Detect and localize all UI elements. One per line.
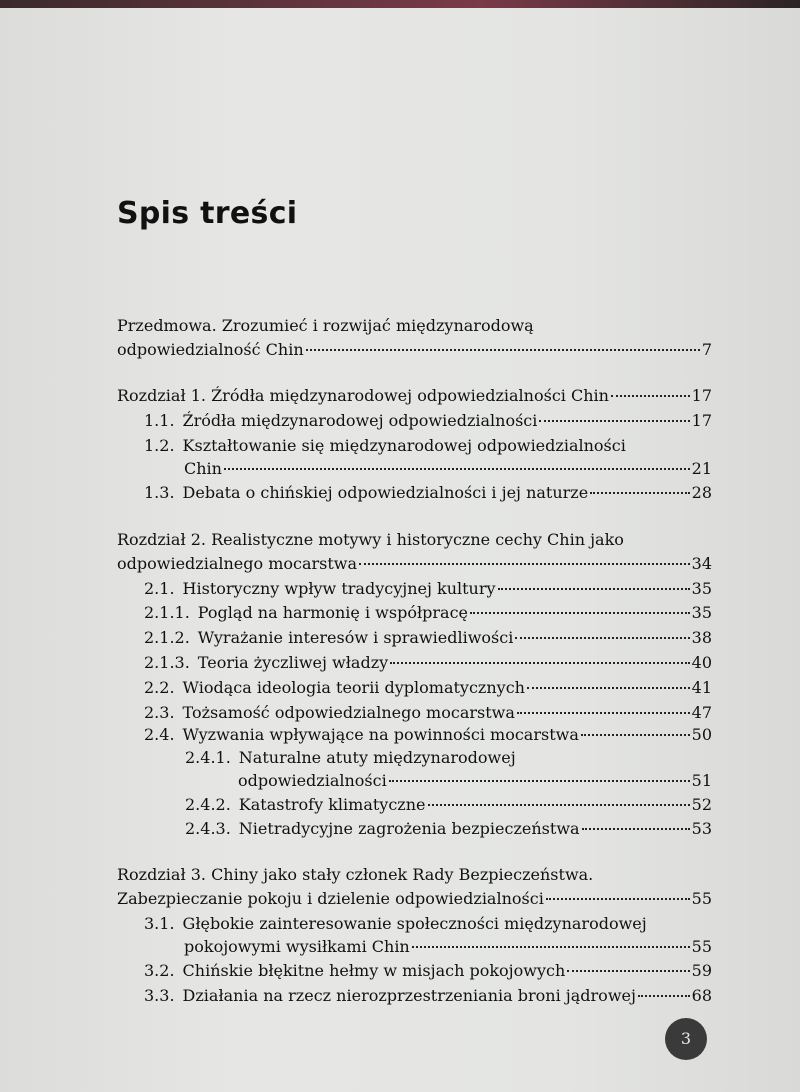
leader-dots bbox=[470, 612, 690, 614]
toc-entry-chapter-2-cont bbox=[117, 552, 712, 576]
toc-page-number: 34 bbox=[691, 554, 712, 573]
toc-page-number: 35 bbox=[691, 603, 712, 622]
leader-dots bbox=[539, 420, 689, 422]
toc-entry-label: pokojowymi wysiłkami Chin bbox=[184, 937, 410, 956]
toc-entry-2-2 bbox=[144, 676, 712, 700]
toc-entry-label: Rozdział 2. Realistyczne motywy i historyczne cechy Chin jako bbox=[117, 530, 624, 549]
toc-page-number: 52 bbox=[691, 795, 712, 814]
toc-page-number: 7 bbox=[701, 340, 712, 359]
toc-entry-2-4-2 bbox=[185, 793, 712, 817]
toc-entry-label: Rozdział 1. Źródła międzynarodowej odpowiedzialności Chin bbox=[117, 386, 609, 405]
leader-dots bbox=[582, 828, 690, 830]
toc-entry-1-1 bbox=[144, 409, 712, 433]
toc-page-number: 17 bbox=[691, 411, 712, 430]
toc-page-number: 53 bbox=[691, 819, 712, 838]
toc-entry-label: Pogląd na harmonię i współpracę bbox=[197, 603, 469, 622]
toc-entry-label: Przedmowa. Zrozumieć i rozwijać międzynarodową bbox=[117, 316, 534, 335]
page-number-badge: 3 bbox=[665, 1018, 707, 1060]
toc-entry-3-1 bbox=[144, 912, 647, 936]
toc-entry-1-2 bbox=[144, 434, 626, 458]
toc-page-number: 51 bbox=[691, 771, 712, 790]
toc-page-number: 55 bbox=[691, 937, 712, 956]
toc-entry-2-4 bbox=[144, 723, 712, 747]
leader-dots bbox=[498, 588, 690, 590]
toc-entry-label: Historyczny wpływ tradycyjnej kultury bbox=[182, 579, 496, 598]
toc-entry-label: Chińskie błękitne hełmy w misjach pokojowych bbox=[182, 961, 566, 980]
toc-page-number: 17 bbox=[691, 386, 712, 405]
toc-section-number: 3.1. bbox=[144, 914, 175, 933]
toc-page-number: 40 bbox=[691, 653, 712, 672]
toc-page-number: 21 bbox=[691, 459, 712, 478]
toc-section-number: 2.4.2. bbox=[185, 795, 231, 814]
leader-dots bbox=[359, 563, 690, 565]
toc-entry-2-4-3 bbox=[185, 817, 712, 841]
leader-dots bbox=[515, 637, 689, 639]
leader-dots bbox=[581, 734, 690, 736]
leader-dots bbox=[517, 712, 690, 714]
toc-entry-preface-cont bbox=[117, 338, 712, 362]
toc-section-number: 2.1.1. bbox=[144, 603, 190, 622]
toc-entry-2-4-1-cont bbox=[238, 769, 712, 793]
toc-page-number: 55 bbox=[691, 889, 712, 908]
toc-entry-label: odpowiedzialność Chin bbox=[117, 340, 304, 359]
toc-entry-label: Chin bbox=[184, 459, 222, 478]
toc-page-number: 47 bbox=[691, 703, 712, 722]
toc-section-number: 2.1.3. bbox=[144, 653, 190, 672]
toc-entry-label: odpowiedzialnego mocarstwa bbox=[117, 554, 358, 573]
toc-entry-label: Kształtowanie się międzynarodowej odpowiedzialności bbox=[182, 436, 626, 455]
toc-entry-2-1-3 bbox=[144, 651, 712, 675]
toc-entry-3-1-cont bbox=[184, 935, 712, 959]
toc-entry-label: odpowiedzialności bbox=[238, 771, 387, 790]
toc-entry-2-1-2 bbox=[144, 626, 712, 650]
leader-dots bbox=[638, 995, 690, 997]
toc-entry-label: Wiodąca ideologia teorii dyplomatycznych bbox=[182, 678, 525, 697]
toc-entry-label: Katastrofy klimatyczne bbox=[238, 795, 426, 814]
toc-entry-label: Głębokie zainteresowanie społeczności międzynarodowej bbox=[182, 914, 647, 933]
leader-dots bbox=[390, 662, 689, 664]
toc-section-number: 1.2. bbox=[144, 436, 175, 455]
leader-dots bbox=[428, 804, 690, 806]
toc-section-number: 3.2. bbox=[144, 961, 175, 980]
leader-dots bbox=[611, 395, 690, 397]
toc-section-number: 2.2. bbox=[144, 678, 175, 697]
toc-page-number: 68 bbox=[691, 986, 712, 1005]
toc-page-number: 35 bbox=[691, 579, 712, 598]
toc-section-number: 2.4.1. bbox=[185, 748, 231, 767]
toc-page-number: 38 bbox=[691, 628, 712, 647]
page-title: Spis treści bbox=[117, 196, 298, 231]
page-top-edge bbox=[0, 0, 800, 8]
leader-dots bbox=[546, 898, 690, 900]
toc-entry-label: Wyzwania wpływające na powinności mocarstwa bbox=[182, 725, 579, 744]
toc-entry-label: Wyrażanie interesów i sprawiedliwości bbox=[197, 628, 514, 647]
leader-dots bbox=[224, 468, 690, 470]
leader-dots bbox=[527, 687, 690, 689]
toc-entry-label: Tożsamość odpowiedzialnego mocarstwa bbox=[182, 703, 515, 722]
toc-section-number: 2.1. bbox=[144, 579, 175, 598]
toc-entry-label: Teoria życzliwej władzy bbox=[197, 653, 389, 672]
toc-entry-preface bbox=[117, 314, 534, 338]
toc-entry-2-4-1 bbox=[185, 746, 516, 770]
toc-entry-label: Działania na rzecz nierozprzestrzeniania broni jądrowej bbox=[182, 986, 636, 1005]
leader-dots bbox=[306, 349, 700, 351]
toc-page-number: 41 bbox=[691, 678, 712, 697]
toc-section-number: 2.1.2. bbox=[144, 628, 190, 647]
toc-page-number: 59 bbox=[691, 961, 712, 980]
toc-section-number: 2.3. bbox=[144, 703, 175, 722]
toc-entry-3-2 bbox=[144, 959, 712, 983]
toc-entry-3-3 bbox=[144, 984, 712, 1008]
toc-entry-chapter-3 bbox=[117, 863, 593, 887]
toc-entry-label: Źródła międzynarodowej odpowiedzialności bbox=[182, 411, 538, 430]
toc-entry-label: Debata o chińskiej odpowiedzialności i jej naturze bbox=[182, 483, 589, 502]
toc-entry-1-2-cont bbox=[184, 457, 712, 481]
toc-page-number: 50 bbox=[691, 725, 712, 744]
toc-entry-label: Rozdział 3. Chiny jako stały członek Rady Bezpieczeństwa. bbox=[117, 865, 594, 884]
toc-section-number: 1.3. bbox=[144, 483, 175, 502]
toc-page-number: 28 bbox=[691, 483, 712, 502]
leader-dots bbox=[389, 780, 690, 782]
toc-entry-chapter-2 bbox=[117, 528, 624, 552]
toc-entry-2-3 bbox=[144, 701, 712, 725]
leader-dots bbox=[412, 946, 690, 948]
toc-entry-1-3 bbox=[144, 481, 712, 505]
toc-section-number: 2.4.3. bbox=[185, 819, 231, 838]
toc-entry-2-1 bbox=[144, 577, 712, 601]
toc-entry-chapter-3-cont bbox=[117, 887, 712, 911]
toc-entry-label: Zabezpieczanie pokoju i dzielenie odpowiedzialności bbox=[117, 889, 544, 908]
toc-section-number: 2.4. bbox=[144, 725, 175, 744]
toc-section-number: 1.1. bbox=[144, 411, 175, 430]
toc-entry-2-1-1 bbox=[144, 601, 712, 625]
toc-entry-label: Nietradycyjne zagrożenia bezpieczeństwa bbox=[238, 819, 580, 838]
toc-entry-label: Naturalne atuty międzynarodowej bbox=[238, 748, 516, 767]
toc-section-number: 3.3. bbox=[144, 986, 175, 1005]
toc-entry-chapter-1 bbox=[117, 384, 712, 408]
leader-dots bbox=[590, 492, 689, 494]
leader-dots bbox=[567, 970, 689, 972]
